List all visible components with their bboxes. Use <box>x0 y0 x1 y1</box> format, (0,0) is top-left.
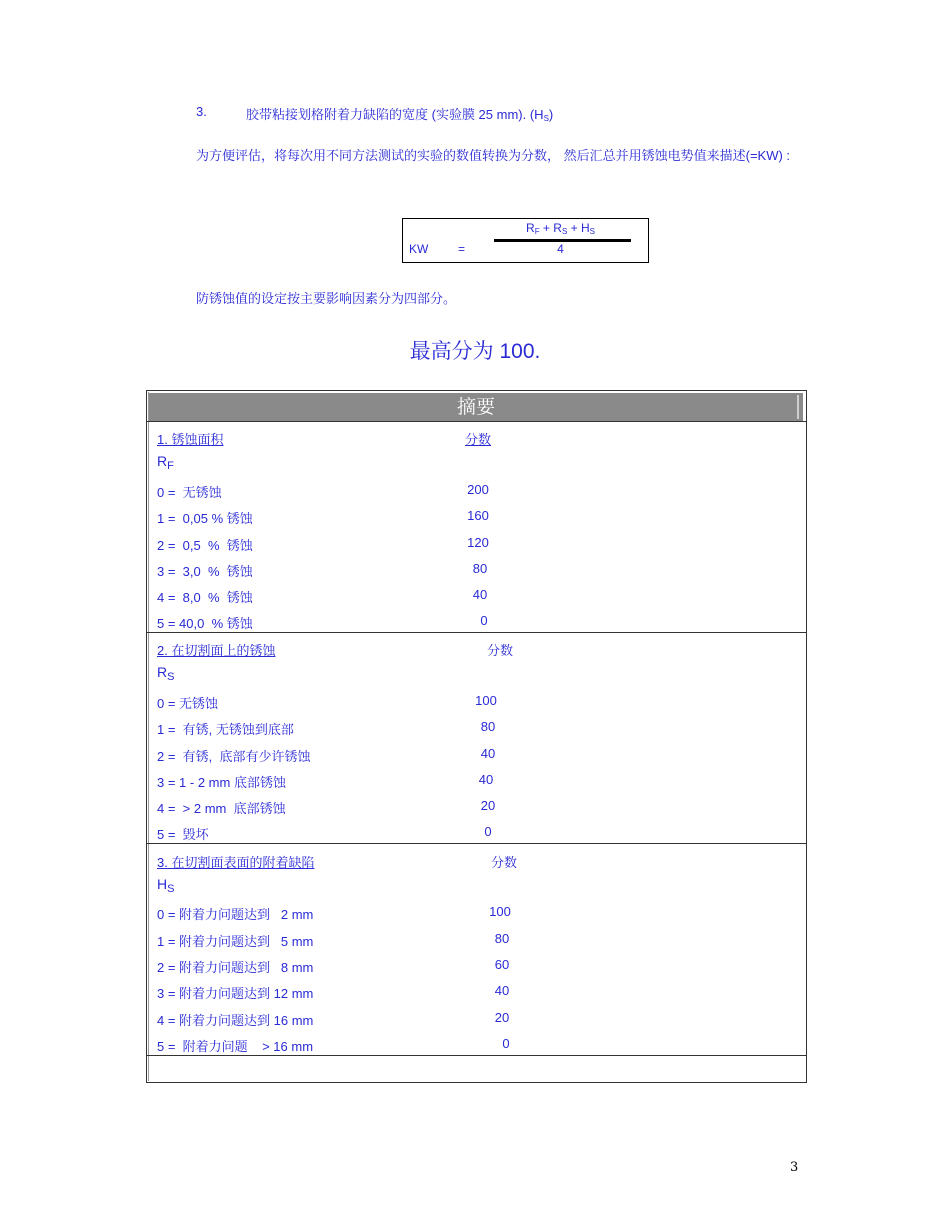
table-inner-border <box>148 392 149 1081</box>
table-row-score: 0 <box>480 613 488 628</box>
table-row-score: 0 <box>502 1036 510 1051</box>
table-row-score: 100 <box>489 904 511 919</box>
table-row-label: 1 = 0,05 % 锈蚀 <box>157 511 253 526</box>
section-symbol: $H_S$ <box>157 876 175 895</box>
table-row-label: 5 = 附着力问题 > 16 mm <box>157 1039 314 1054</box>
formula-box <box>402 218 649 263</box>
table-row-score: 20 <box>494 1010 510 1025</box>
table-row-label: 1 = 有锈, 无锈蚀到底部 <box>157 722 294 737</box>
table-row-label: 4 = > 2 mm 底部锈蚀 <box>157 801 286 816</box>
table-row-label: 2 = 附着力问题达到 8 mm <box>157 960 314 975</box>
table-row-label: 3 = 1 - 2 mm 底部锈蚀 <box>157 775 286 790</box>
table-row-label: 4 = 附着力问题达到 16 mm <box>157 1013 314 1028</box>
table-row-label: 3 = 3,0 % 锈蚀 <box>157 564 253 579</box>
table-row-score: 200 <box>467 482 489 497</box>
score-column-label: 分数 <box>491 855 518 870</box>
formula-numerator: $R_F + R_S + H_S$ <box>526 221 595 236</box>
table-row-score: 20 <box>480 798 496 813</box>
table-divider <box>147 1055 806 1056</box>
table-row-label: 0 = 无锈蚀 <box>157 696 219 711</box>
table-row-label: 4 = 8,0 % 锈蚀 <box>157 590 253 605</box>
section-title: 1. 锈蚀面积 <box>157 432 224 447</box>
table-row-label: 2 = 0,5 % 锈蚀 <box>157 538 253 553</box>
table-row-label: 0 = 附着力问题达到 2 mm <box>157 907 314 922</box>
table-row-score: 80 <box>472 561 488 576</box>
table-header-edge <box>797 395 799 419</box>
table-row-label: 5 = 毁坏 <box>157 827 209 842</box>
table-row-score: 100 <box>475 693 497 708</box>
note-text: 防锈蚀值的设定按主要影响因素分为四部分。 <box>196 291 457 306</box>
table-row-score: 0 <box>484 824 492 839</box>
item-number: 3. <box>196 104 207 119</box>
table-row-label: 1 = 附着力问题达到 5 mm <box>157 934 314 949</box>
table-row-score: 40 <box>472 587 488 602</box>
table-row-score: 40 <box>480 746 496 761</box>
section-symbol: $R_F$ <box>157 453 174 472</box>
table-row-score: 60 <box>494 957 510 972</box>
table-row-label: 3 = 附着力问题达到 12 mm <box>157 986 314 1001</box>
table-divider <box>147 843 806 844</box>
table-row-score: 80 <box>494 931 510 946</box>
intro-paragraph: 为方便评估，将每次用不同方法测试的实验的数值转换为分数， 然后汇总并用锈蚀电势值来描述(=KW) : <box>196 148 791 163</box>
section-symbol: $R_S$ <box>157 664 175 683</box>
item-heading: 胶带粘接划格附着力缺陷的宽度 (实验膜 25 mm). $(H_S)$ <box>246 107 554 123</box>
table-row-label: 0 = 无锈蚀 <box>157 485 222 500</box>
score-column-label: 分数 <box>465 432 492 447</box>
table-row-label: 5 = 40,0 % 锈蚀 <box>157 616 253 631</box>
table-row-label: 2 = 有锈, 底部有少许锈蚀 <box>157 749 311 764</box>
max-score-title: 最高分为 100. <box>409 340 541 363</box>
table-row-score: 120 <box>467 535 489 550</box>
table-row-score: 40 <box>478 772 494 787</box>
score-column-label: 分数 <box>487 643 514 658</box>
section-title: 2. 在切割面上的锈蚀 <box>157 643 276 658</box>
formula-equals: = <box>458 242 466 256</box>
formula-denominator: 4 <box>557 242 564 256</box>
table-divider <box>147 421 806 422</box>
table-divider <box>147 632 806 633</box>
table-row-score: 160 <box>467 508 489 523</box>
page-number: 3 <box>790 1160 799 1175</box>
table-row-score: 80 <box>480 719 496 734</box>
section-title: 3. 在切割面表面的附着缺陷 <box>157 855 315 870</box>
table-row-score: 40 <box>494 983 510 998</box>
table-header: 摘要 <box>149 393 803 421</box>
formula-lhs: KW <box>409 242 429 256</box>
